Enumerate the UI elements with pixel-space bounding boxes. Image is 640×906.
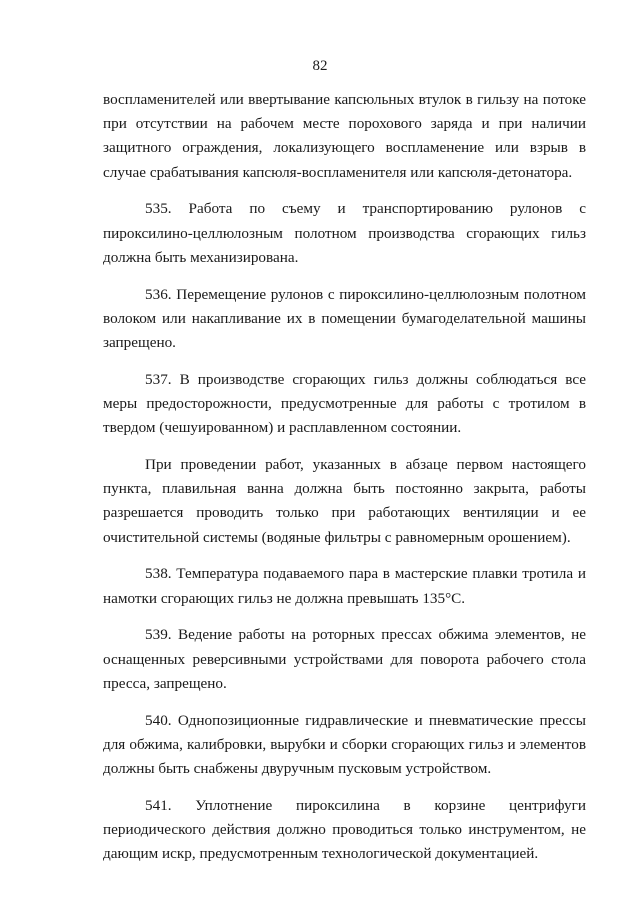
paragraph-539: 539. Ведение работы на роторных прессах обжима элементов, не оснащенных реверсивными устройствами для поворота рабочего стола пресса, запрещено. xyxy=(103,626,586,692)
paragraph-537-second: При проведении работ, указанных в абзаце первом настоящего пункта, плавильная ванна должна быть постоянно закрыта, работы разрешается проводить только при работающих вентиляции и ее очистительной системы (водяные фильтры с равномерным орошением). xyxy=(103,456,586,546)
paragraph-continuation: воспламенителей или ввертывание капсюльных втулок в гильзу на потоке при отсутствии на рабочем месте порохового заряда и при наличии защитного ограждения, локализующего воспламенение или взрыв в случае срабатывания капсюля-воспламенителя или капсюля-детонатора. xyxy=(103,91,586,181)
paragraph-538: 538. Температура подаваемого пара в мастерские плавки тротила и намотки сгорающих гильз не должна превышать 135°С. xyxy=(103,565,586,607)
paragraph-535: 535. Работа по съему и транспортированию рулонов с пироксилино-целлюлозным полотном производства сгорающих гильз должна быть механизирована. xyxy=(103,200,586,266)
document-body xyxy=(103,88,586,879)
page-number: 82 xyxy=(312,58,328,74)
paragraph-541: 541. Уплотнение пироксилина в корзине центрифуги периодического действия должно проводиться только инструментом, не дающим искр, предусмотренным технологической документацией. xyxy=(103,796,586,863)
paragraph-540: 540. Однопозиционные гидравлические и пневматические прессы для обжима, калибровки, вырубки и сборки сгорающих гильз и элементов должны быть снабжены двуручным пусковым устройством. xyxy=(103,711,586,778)
paragraph-537: 537. В производстве сгорающих гильз должны соблюдаться все меры предосторожности, предусмотренные для работы с тротилом в твердом (чешуированном) и расплавленном состоянии. xyxy=(103,370,586,437)
paragraph-536: 536. Перемещение рулонов с пироксилино-целлюлозным полотном волоком или накапливание их в помещении бумагоделательной машины запрещено. xyxy=(103,285,586,352)
